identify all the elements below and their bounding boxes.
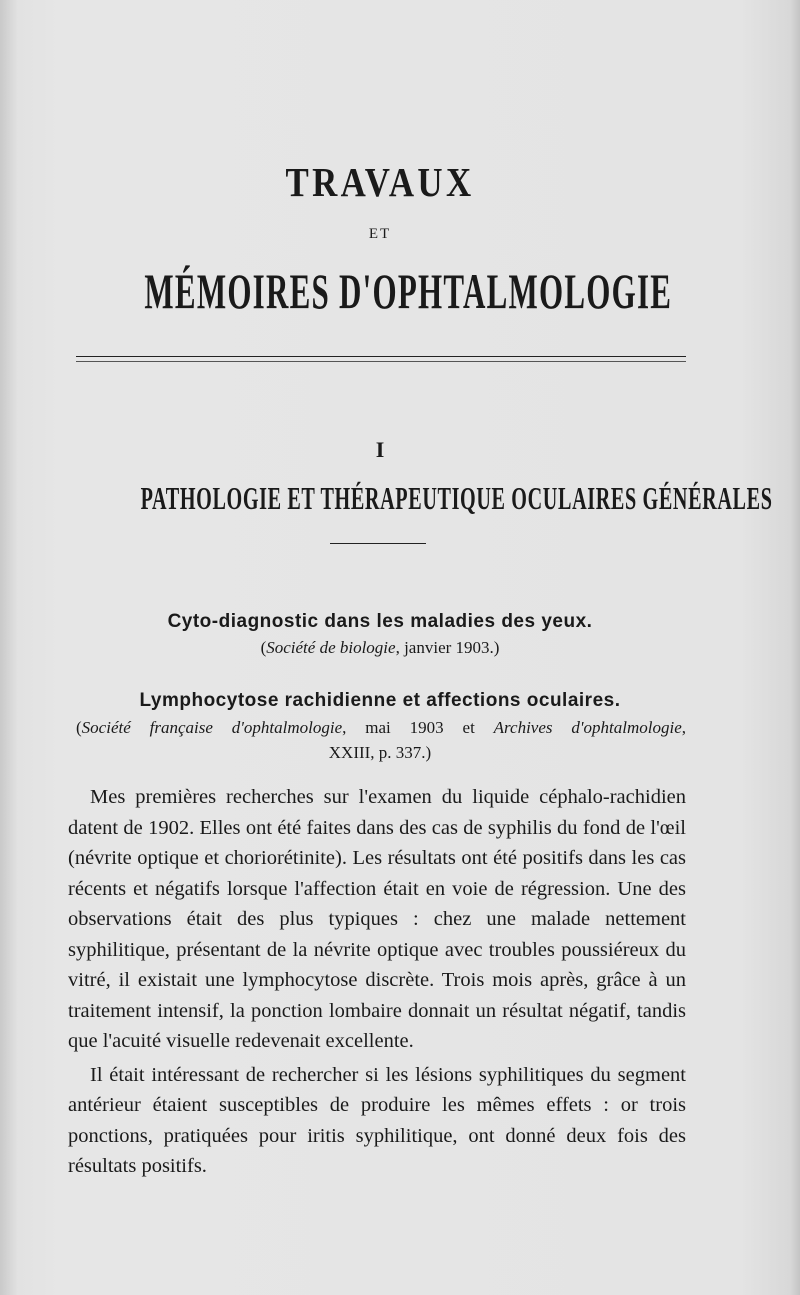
article2-ref-mid: , mai 1903 et	[342, 718, 494, 737]
section-divider	[330, 543, 426, 544]
section-title: PATHOLOGIE ET THÉRAPEUTIQUE OCULAIRES GÉNÉRALES	[140, 480, 773, 516]
article1-ref-rest: , janvier 1903.)	[395, 638, 500, 657]
article2-ref-journal1: Société française d'ophtalmologie	[81, 718, 343, 737]
article-body	[68, 782, 686, 1182]
article1-reference	[0, 638, 760, 658]
article1-ref-journal: Société de biologie	[266, 638, 396, 657]
body-paragraph-1: Mes premières recherches sur l'examen du liquide céphalo-rachidien datent de 1902. Elles ont été faites dans des cas de syphilis du fond de l'œil (névrite optique et choriorétinite). Les résultats ont été positifs dans les cas récents et négatifs lorsque l'affection était en voie de régression. Une des observations était des plus typiques : chez une malade nettement syphilitique, présentant de la névrite optique avec troubles poussiéreux du vitré, il existait une lymphocytose discrète. Trois mois après, grâce à un traitement intensif, la ponction lombaire donnait un résultat négatif, tandis que l'acuité visuelle redevenait excellente.	[68, 786, 686, 1052]
book-title-line2: MÉMOIRES D'OPHTALMOLOGIE	[144, 263, 673, 319]
book-title-et: ET	[368, 226, 392, 242]
article1-ref-open: (	[260, 638, 267, 657]
article2-reference-line2: XXIII, p. 337.)	[328, 743, 432, 762]
body-paragraph-2: Il était intéressant de rechercher si les lésions syphilitiques du segment antérieur étaient susceptibles de produire les mêmes effets : or trois ponctions, pratiquées pour iritis syphilitique, ont donné deux fois des résultats positifs.	[68, 1063, 686, 1177]
article2-reference-line1	[76, 718, 686, 738]
article2-ref-open: (	[76, 718, 82, 737]
section-number: I	[375, 437, 385, 462]
article1-title: Cyto-diagnostic dans les maladies des yeux.	[167, 611, 593, 632]
title-rule-top	[76, 356, 686, 357]
book-title-line1: TRAVAUX	[285, 159, 475, 205]
article2-title: Lymphocytose rachidienne et affections oculaires.	[139, 690, 621, 711]
article2-ref-comma: ,	[681, 718, 686, 737]
title-rule-bottom	[76, 361, 686, 362]
article2-ref-journal2: Archives d'ophtalmologie	[493, 718, 682, 737]
